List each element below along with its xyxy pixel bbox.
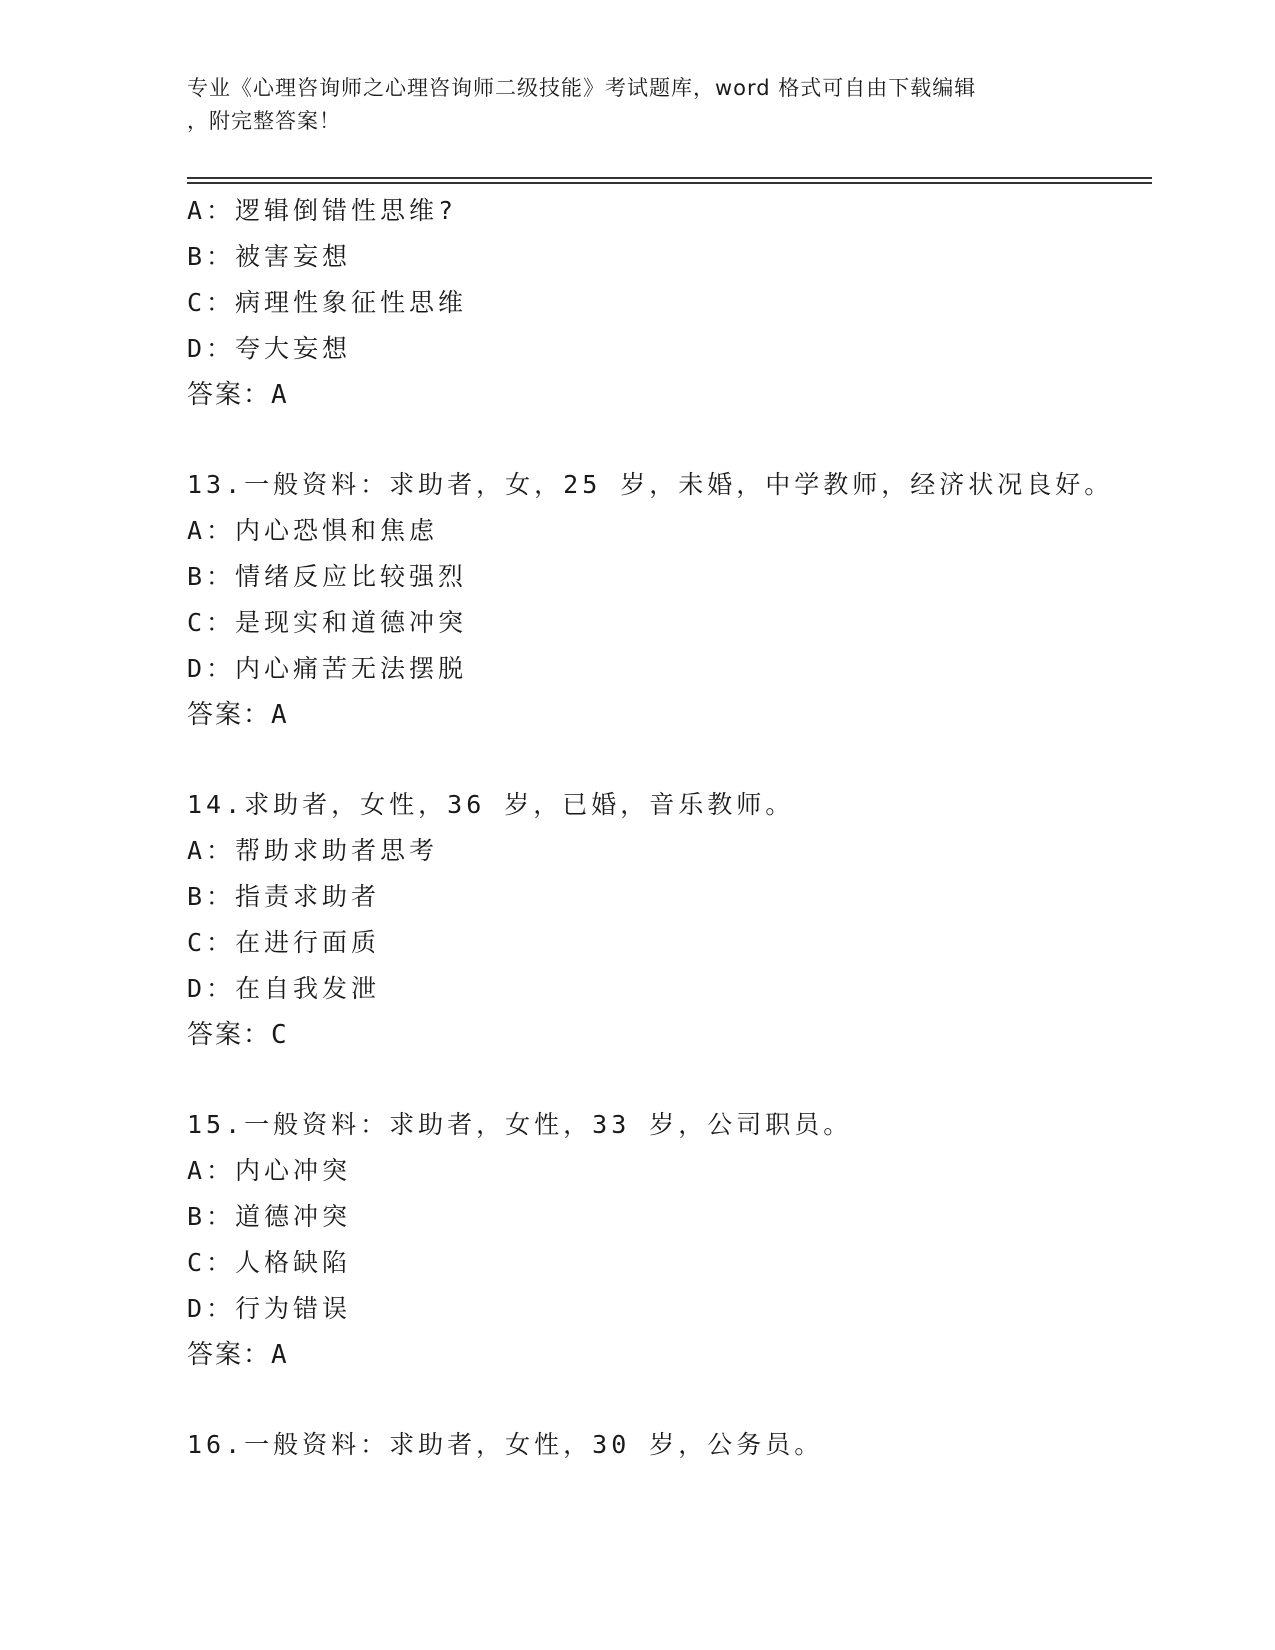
answer-label: 答案： [187,380,272,410]
answer-label: 答案： [187,1020,272,1050]
answer-line [187,1332,1147,1378]
option-b: B：指责求助者 [187,882,381,911]
question-block-15 [187,1102,1147,1378]
option-c: C：是现实和道德冲突 [187,608,468,637]
question-stem: 14.求助者，女性，36 岁，已婚，音乐教师。 [187,790,795,819]
option-c: C：病理性象征性思维 [187,288,468,317]
answer-line [187,692,1147,738]
header-title-line-2: ，附完整答案！ [187,109,341,133]
answer-value: A [271,1340,289,1370]
answer-value: C [271,1020,289,1050]
answer-line [187,372,1147,418]
option-c: C：在进行面质 [187,928,381,957]
option-b: B：情绪反应比较强烈 [187,562,468,591]
option-a: A：内心恐惧和焦虑 [187,516,439,545]
option-d: D：夸大妄想 [187,334,352,363]
answer-line [187,1012,1147,1058]
answer-value: A [271,700,289,730]
header-divider-top [187,177,1152,179]
option-d: D：内心痛苦无法摆脱 [187,654,468,683]
question-block-13 [187,462,1147,738]
answer-value: A [271,380,289,410]
question-block-12 [187,188,1147,418]
answer-label: 答案： [187,1340,272,1370]
answer-label: 答案： [187,700,272,730]
header-divider-bottom [187,182,1152,184]
question-block-14 [187,782,1147,1058]
option-b: B：被害妄想 [187,242,352,271]
option-c: C：人格缺陷 [187,1248,352,1277]
question-stem: 15.一般资料：求助者，女性，33 岁，公司职员。 [187,1110,853,1139]
option-b: B：道德冲突 [187,1202,352,1231]
option-d: D：行为错误 [187,1294,352,1323]
question-block-16 [187,1422,1147,1468]
question-stem: 16.一般资料：求助者，女性，30 岁，公务员。 [187,1430,824,1459]
option-a: A：帮助求助者思考 [187,836,439,865]
question-list [187,188,1147,1468]
option-d: D：在自我发泄 [187,974,381,1003]
question-stem: 13.一般资料：求助者，女，25 岁，未婚，中学教师，经济状况良好。 [187,470,1114,499]
option-a: A：逻辑倒错性思维? [187,196,458,225]
document-header [187,72,1067,138]
option-a: A：内心冲突 [187,1156,352,1185]
header-title-line-1: 专业《心理咨询师之心理咨询师二级技能》考试题库，word 格式可自由下载编辑 [187,76,977,100]
